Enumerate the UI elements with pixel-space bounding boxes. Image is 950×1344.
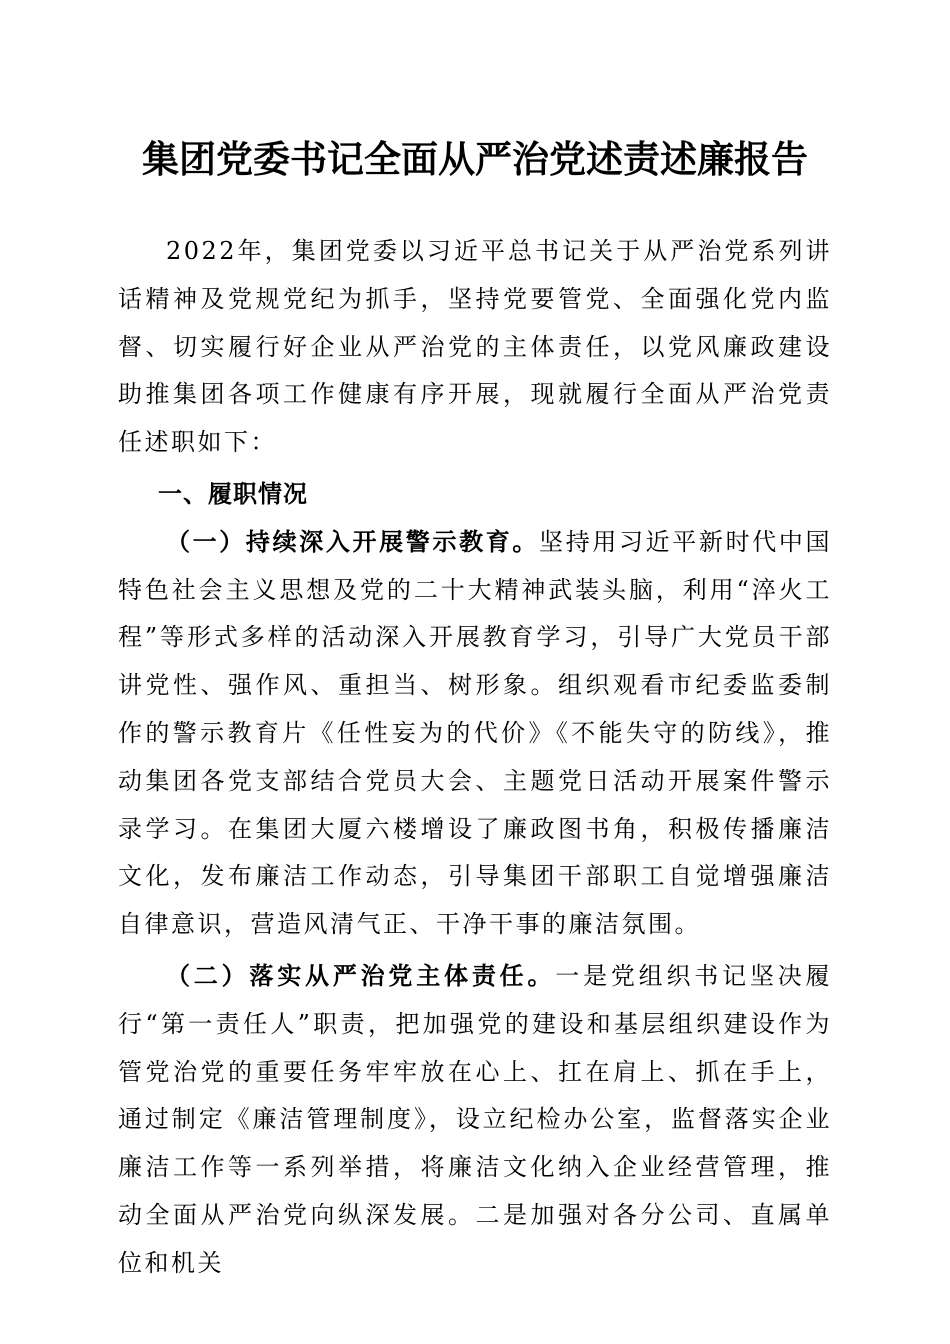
intro-paragraph: 2022年，集团党委以习近平总书记关于从严治党系列讲话精神及党规党纪为抓手，坚持党要管党、全面强化党内监督、切实履行好企业从严治党的主体责任，以党风廉政建设助推集团各项工作健康有序开展，现就履行全面从严治党责任述职如下：: [118, 237, 832, 457]
item-1-lead: （一）持续深入开展警示教育。: [166, 527, 540, 556]
item-1-paragraph: [118, 519, 832, 949]
item-2-lead: （二）落实从严治党主体责任。: [166, 961, 556, 990]
item-2-paragraph: [118, 953, 832, 1288]
item-1-text: 坚持用习近平新时代中国特色社会主义思想及党的二十大精神武装头脑，利用“淬火工程”等形式多样的活动深入开展教育学习，引导广大党员干部讲党性、强作风、重担当、树形象。组织观看市纪委监委制作的警示教育片《任性妄为的代价》《不能失守的防线》，推动集团各党支部结合党员大会、主题党日活动开展案件警示录学习。在集团大厦六楼增设了廉政图书角，积极传播廉洁文化，发布廉洁工作动态，引导集团干部职工自觉增强廉洁自律意识，营造风清气正、干净干事的廉洁氛围。: [118, 527, 833, 939]
document-title: 集团党委书记全面从严治党述责述廉报告: [142, 137, 808, 181]
item-2-text: 一是党组织书记坚决履行“第一责任人”职责，把加强党的建设和基层组织建设作为管党治党的重要任务牢牢放在心上、扛在肩上、抓在手上，通过制定《廉洁管理制度》，设立纪检办公室，监督落实企业廉洁工作等一系列举措，将廉洁文化纳入企业经营管理，推动全面从严治党向纵深发展。二是加强对各分公司、直属单位和机关: [118, 961, 833, 1277]
document-body: [118, 228, 832, 1288]
section-heading-performance: 一、履职情况: [158, 479, 308, 508]
